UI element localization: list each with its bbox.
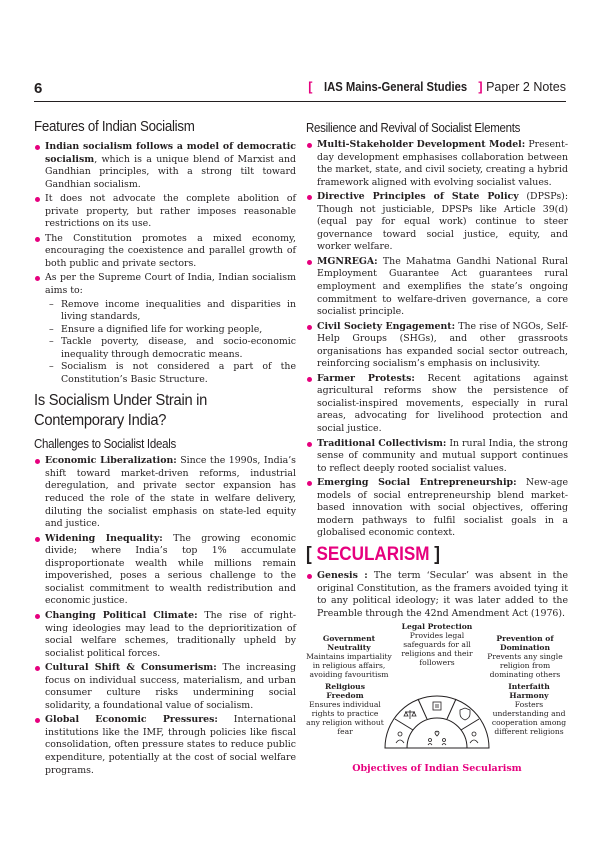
header-rule [34,101,566,102]
objective-title: Legal Protection [401,622,473,632]
bracket-open: [ [306,543,312,565]
item-text: The increasing focus on individual success, materialism, and urban consumer culture risks undermining social solidarity, a foundational value of socialism. [45,662,297,711]
bold-lead: Economic Liberalization: [45,455,177,467]
sub-item: – Socialism is not considered a part of the Constitution’s Basic Structure. [45,361,296,386]
sub-item: – Tackle poverty, disease, and socio-economic inequality through democratic means. [45,336,296,361]
bracket-open: [ [308,80,313,94]
sub-item: – Remove income inequalities and disparities in living standards, [45,299,296,324]
left-column [34,118,296,779]
list-item [34,662,296,712]
item-text: Present-day development emphasises collaboration between the market, state, and civil society, creating a hybrid framework aligned with evolving socialist values. [317,139,568,188]
bold-lead: Cultural Shift & Consumerism: [45,662,217,674]
objective-title: Religious Freedom [325,682,365,701]
challenges-heading: Challenges to Socialist Ideals [34,437,176,452]
item-text: In rural India, the strong sense of community and mutual support continues to reflect deeply rooted socialist values. [317,437,568,474]
strain-heading [34,391,275,431]
paper-label: Paper 2 Notes [486,80,566,94]
bold-lead: Multi-Stakeholder Development Model: [317,139,526,150]
bold-lead: Emerging Social Entrepreneurship: [317,477,517,489]
strain-heading-line1: Is Socialism Under Strain in [34,392,208,410]
bold-lead: MGNREGA: [317,255,378,267]
item-text: The Mahatma Gandhi National Rural Employment Guarantee Act guarantees rural employment and exemplifies the state’s ongoing commitment to welfare-driven governance, a core socialist principle. [317,255,568,318]
item-text: The rise of NGOs, Self-Help Groups (SHGs), and other grassroots organisations has expanded social sector outreach, reinforcing socialism’s emphasis on inclusivity. [317,320,568,370]
list-item [34,272,296,386]
bracket-close: ] [434,543,440,565]
list-item [306,321,568,371]
list-item [306,256,568,319]
objective-text: Fosters understanding and cooperation among different religions [491,700,567,737]
list-item [34,714,296,777]
item-text: , which is a unique blend of Marxist and Gandhian principles, with a strong tilt toward Gandhian socialism. [45,153,296,190]
secularism-list [306,570,568,620]
secularism-objectives-diagram [306,622,568,774]
people-heart-icon [428,731,478,745]
diagram-caption: Objectives of Indian Secularism [352,763,522,775]
objective-title: Interfaith Harmony [508,682,550,701]
list-item [306,373,568,436]
list-item [306,477,568,540]
item-text: Since the 1990s, India’s shift toward market-driven reforms, industrial deregulation, and private sector expansion has reduced the role of the state in welfare delivery, diluting the socialist emphasis on state-led equity and justice. [45,455,296,530]
item-text: The term ‘Secular’ was absent in the original Constitution, as the framers avoided tying it to any political ideology; it was later added to the Preamble through the 42nd Amendment Act (1976). [317,569,569,619]
bold-lead: Global Economic Pressures: [45,714,218,726]
list-item [34,141,296,191]
list-item [306,570,568,620]
list-item [34,455,296,530]
running-head [308,80,566,94]
bold-lead: Genesis : [317,569,368,581]
objective-religious-freedom [306,682,384,736]
bold-lead: Farmer Protests: [317,372,415,384]
secularism-title-text: SECULARISM [316,543,430,565]
shield-icon [460,708,470,720]
features-heading: Features of Indian Socialism [34,119,195,135]
item-text: Recent agitations against agricultural reforms show the persistence of socialist-inspired movements, especially in rural areas, advocating for livelihood protection and social justice. [317,372,568,435]
item-text: As per the Supreme Court of India, Indian socialism aims to: [45,272,296,297]
aims-list [45,299,296,387]
objective-interfaith-harmony [490,682,568,736]
item-text: The rise of right-wing ideologies may lead to the deprioritization of social welfare schemes, traditionally upheld by socialist political forces. [45,609,296,659]
bold-lead: Civil Society Engagement: [317,320,456,332]
objective-government-neutrality [306,634,392,679]
resilience-heading: Resilience and Revival of Socialist Elements [306,121,521,135]
objective-legal-protection [394,622,480,667]
objective-prevention-of-domination [482,634,568,679]
item-text: International institutions like the IMF, through policies like fiscal consolidation, often pressure states to reduce public expenditure, potentially at the cost of social welfare programs. [45,714,297,776]
series-title: IAS Mains-General Studies [323,80,467,94]
bold-lead: Indian socialism follows a model of democratic socialism [45,141,296,165]
list-item [34,533,296,608]
item-text: New-age models of social entrepreneurship blend market-based innovation with social objectives, offering modern pathways to fulfil socialist goals in a globalised economic context. [317,477,569,539]
item-text: The growing economic divide; where India’s top 1% accumulate disproportionate wealth while millions remain impoverished, poses a serious challenge to the socialist commitment to wealth redistribution and economic justice. [45,532,296,607]
law-icon [433,702,441,710]
list-item [306,191,568,254]
objective-title: Government Neutrality [322,634,376,653]
objective-text: Prevents any single religion from dominating others [487,652,563,680]
list-item: It does not advocate the complete abolition of private property, but rather imposes reasonable restrictions on its use. [34,193,296,231]
objective-text: Provides legal safeguards for all religions and their followers [401,631,473,668]
bold-lead: Traditional Collectivism: [317,437,447,449]
objective-title: Prevention of Domination [496,634,554,653]
bold-lead: Changing Political Climate: [45,609,198,621]
prayer-icon [396,732,404,743]
objective-text: Ensures individual rights to practice any religion without fear [306,700,384,737]
challenges-list [34,455,296,777]
features-list [34,141,296,386]
page-number: 6 [34,80,43,97]
secularism-title [306,544,542,566]
strain-heading-line2: Contemporary India? [34,412,167,430]
scales-icon [404,710,416,719]
objective-text: Maintains impartiality in religious affairs, avoiding favouritism [306,652,392,680]
resilience-list [306,139,568,540]
semicircle-graphic [382,688,492,752]
right-column [306,120,568,774]
list-item [34,610,296,660]
list-item [306,139,568,189]
list-item [306,438,568,476]
bold-lead: Widening Inequality: [45,532,163,544]
item-text: (DPSPs): Though not justiciable, DPSPs like Article 39(d) (equal pay for equal work) continue to steer governance toward social justice, equity, and worker welfare. [317,191,568,253]
sub-item: – Ensure a dignified life for working people, [45,324,296,337]
bracket-close: ] [478,80,483,94]
list-item: The Constitution promotes a mixed economy, encouraging the coexistence and parallel growth of both public and private sectors. [34,233,296,271]
bold-lead: Directive Principles of State Policy [317,191,519,203]
